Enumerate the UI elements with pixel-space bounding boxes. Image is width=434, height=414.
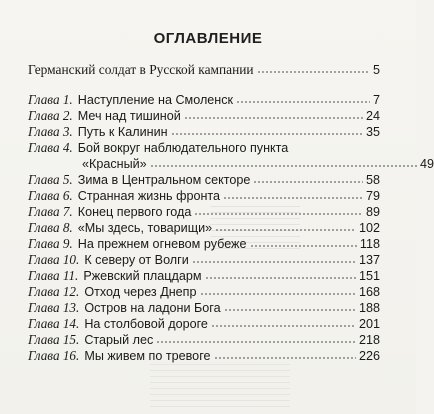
entry-title: Мы живем по тревоге (84, 349, 211, 363)
toc-heading: ОГЛАВЛЕНИЕ (153, 30, 263, 47)
entry-title: Зима в Центральном секторе (77, 173, 251, 187)
dot-leader (150, 156, 417, 168)
dot-leader (236, 92, 370, 104)
toc-entry-chapter-1[interactable] (28, 92, 380, 108)
entry-page: 58 (365, 173, 380, 187)
entry-title: Путь к Калинин (77, 125, 168, 139)
toc-entry-chapter-8[interactable] (28, 220, 380, 236)
toc-entry-chapter-7[interactable] (28, 204, 380, 220)
entry-page: 188 (358, 301, 380, 315)
entry-title: Остров на ладони Бога (84, 301, 221, 315)
toc-entry-chapter-4[interactable] (28, 140, 434, 172)
entry-page: 201 (358, 317, 380, 331)
entry-page: 226 (358, 349, 380, 363)
toc-entry-chapter-15[interactable] (28, 332, 380, 348)
dot-leader (257, 62, 370, 74)
chapter-number: Глава 8. (28, 220, 73, 235)
toc-entry-chapter-14[interactable] (28, 316, 380, 332)
entry-page: 218 (358, 333, 380, 347)
entry-title: Конец первого года (77, 205, 192, 219)
entry-page: 5 (372, 63, 380, 77)
dot-leader (253, 172, 363, 184)
chapter-number: Глава 14. (28, 316, 80, 331)
toc-entry-chapter-13[interactable] (28, 300, 380, 316)
entry-page: 102 (358, 221, 380, 235)
entry-page: 35 (365, 125, 380, 139)
chapter-number: Глава 5. (28, 172, 73, 187)
entry-title: К северу от Волги (84, 253, 189, 267)
entry-title: Германский солдат в Русской кампании (28, 62, 254, 77)
entry-title-continued: «Красный» (82, 157, 147, 171)
entry-page: 168 (358, 285, 380, 299)
entry-title: «Мы здесь, товарищи» (77, 221, 213, 235)
chapter-number: Глава 11. (28, 268, 79, 283)
entry-page: 89 (365, 205, 380, 219)
entry-title: Старый лес (84, 333, 154, 347)
dot-leader (192, 252, 356, 264)
toc-entry-chapter-2[interactable] (28, 108, 380, 124)
dot-leader (211, 316, 356, 328)
dot-leader (224, 300, 356, 312)
dot-leader (156, 332, 356, 344)
chapter-number: Глава 15. (28, 332, 80, 347)
entry-page: 137 (358, 253, 380, 267)
dot-leader (223, 188, 363, 200)
chapter-number: Глава 6. (28, 188, 73, 203)
dot-leader (171, 124, 363, 136)
show-through-texture (150, 364, 290, 408)
dot-leader (214, 348, 356, 360)
chapter-number: Глава 3. (28, 124, 73, 139)
chapter-number: Глава 9. (28, 236, 73, 251)
entry-page: 79 (365, 189, 380, 203)
entry-title: Странная жизнь фронта (77, 189, 221, 203)
chapter-number: Глава 1. (28, 92, 73, 107)
dot-leader (200, 284, 356, 296)
entry-title: На прежнем огневом рубеже (77, 237, 247, 251)
chapter-number: Глава 10. (28, 252, 80, 267)
toc-entry-chapter-10[interactable] (28, 252, 380, 268)
chapter-number: Глава 4. (28, 140, 73, 155)
toc-entry-chapter-11[interactable] (28, 268, 380, 284)
entry-page: 24 (365, 109, 380, 123)
chapter-number: Глава 13. (28, 300, 80, 315)
dot-leader (205, 268, 356, 280)
entry-page: 7 (372, 93, 380, 107)
toc-entry-chapter-12[interactable] (28, 284, 380, 300)
toc-entry-chapter-5[interactable] (28, 172, 380, 188)
entry-title: Отход через Днепр (84, 285, 197, 299)
entry-page: 49 (419, 157, 434, 171)
toc-entry-preface[interactable] (28, 62, 380, 78)
dot-leader (184, 108, 363, 120)
toc-entry-chapter-9[interactable] (28, 236, 380, 252)
toc-entry-chapter-3[interactable] (28, 124, 380, 140)
chapter-number: Глава 2. (28, 108, 73, 123)
toc-entry-chapter-6[interactable] (28, 188, 380, 204)
entry-title: Ржевский плацдарм (83, 269, 202, 283)
entry-page: 118 (359, 237, 380, 251)
chapter-number: Глава 12. (28, 284, 80, 299)
toc-entry-chapter-16[interactable] (28, 348, 380, 364)
show-through-texture (210, 206, 300, 250)
chapter-number: Глава 16. (28, 348, 80, 363)
entry-title: Бой вокруг наблюдательного пункта (77, 141, 289, 155)
entry-title: Меч над тишиной (77, 109, 181, 123)
chapter-number: Глава 7. (28, 204, 73, 219)
entry-title: На столбовой дороге (84, 317, 208, 331)
entry-page: 151 (358, 269, 380, 283)
entry-title: Наступление на Смоленск (77, 93, 234, 107)
